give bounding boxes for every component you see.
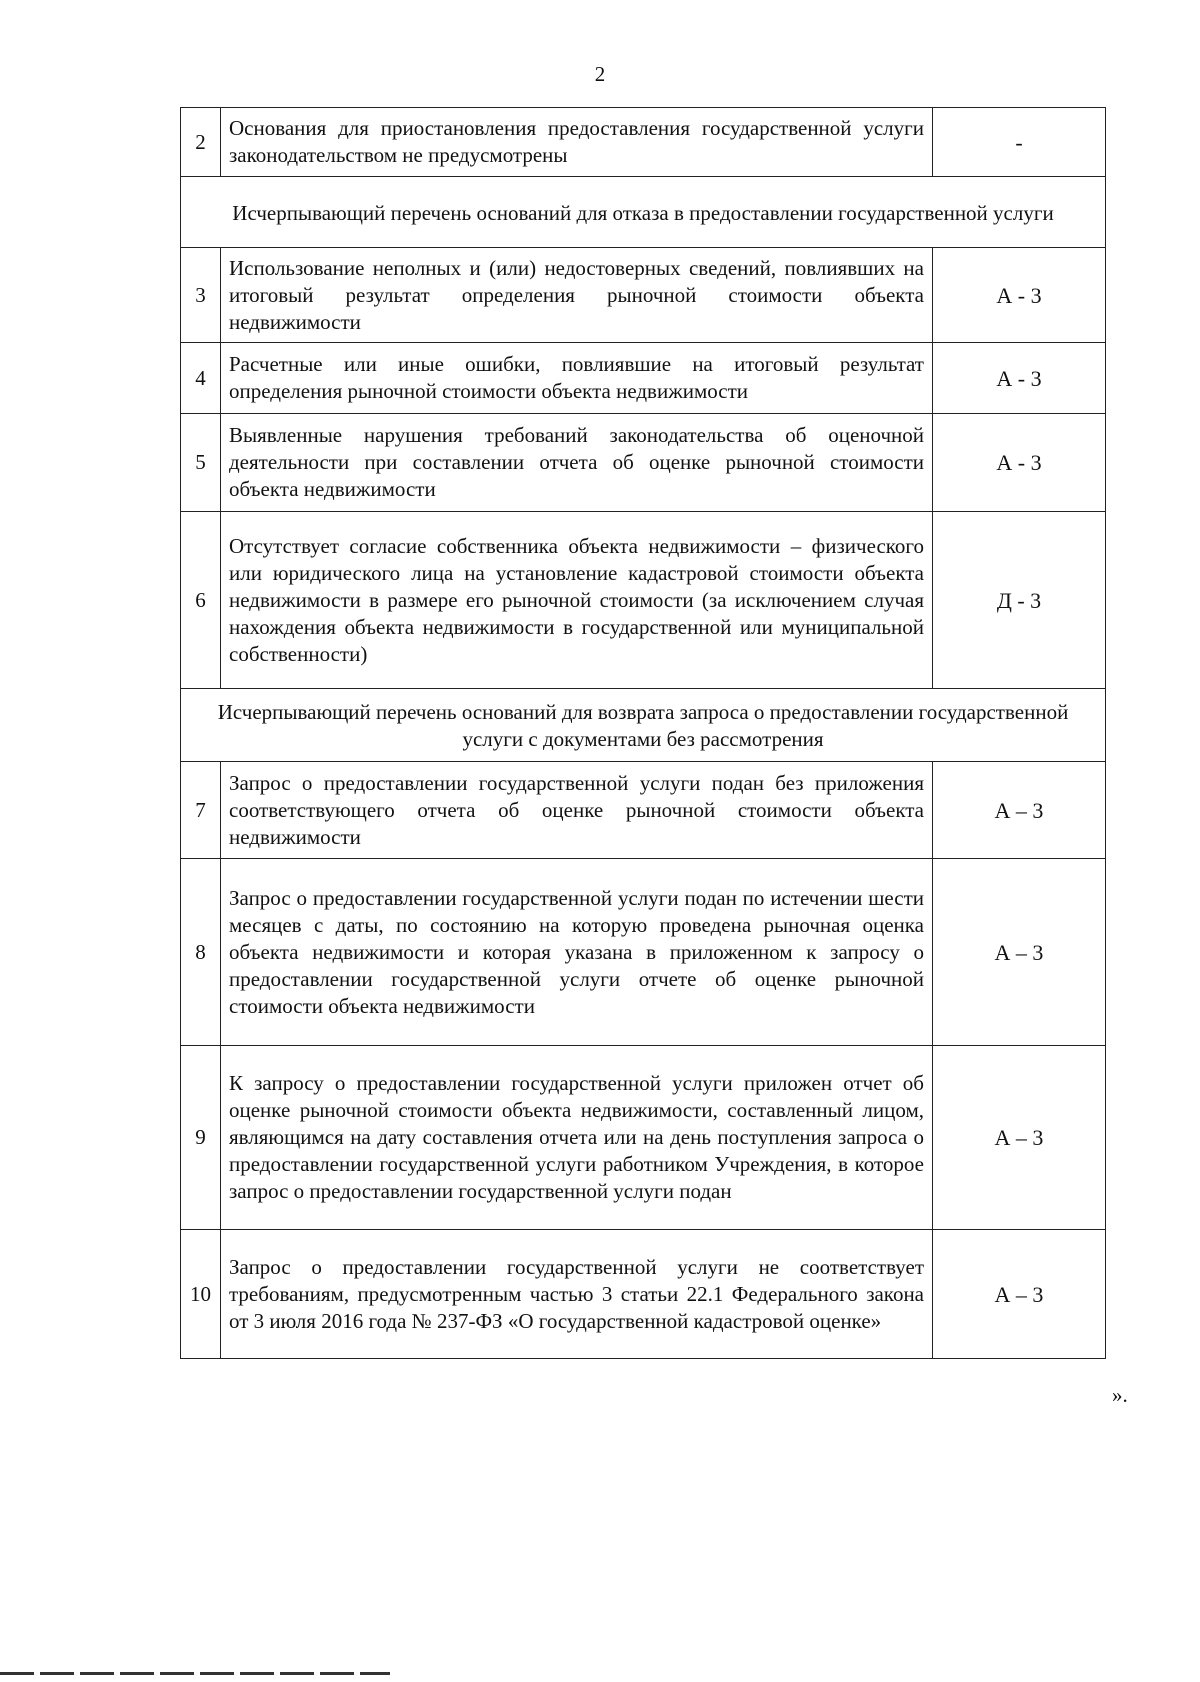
row-text: Запрос о предоставлении государственной услуги подан без приложения соответствующего отчета об оценке рыночной стоимости объекта недвижимости bbox=[221, 762, 933, 859]
row-text: Использование неполных и (или) недостоверных сведений, повлиявших на итоговый результат определения рыночной стоимости объекта недвижимости bbox=[221, 248, 933, 343]
row-text: Выявленные нарушения требований законодательства об оценочной деятельности при составлении отчета об оценке рыночной стоимости объекта недвижимости bbox=[221, 414, 933, 512]
row-text: Запрос о предоставлении государственной услуги не соответствует требованиям, предусмотренным частью 3 статьи 22.1 Федерального закона от 3 июля 2016 года № 237-ФЗ «О государственной кадастровой оценке» bbox=[221, 1230, 933, 1359]
table-row bbox=[181, 414, 1106, 512]
row-code: А - 3 bbox=[933, 343, 1106, 414]
row-number: 4 bbox=[181, 343, 221, 414]
section-row bbox=[181, 689, 1106, 762]
regulation-table bbox=[180, 107, 1106, 1359]
table-row bbox=[181, 762, 1106, 859]
row-number: 8 bbox=[181, 859, 221, 1046]
row-number: 3 bbox=[181, 248, 221, 343]
table-row bbox=[181, 248, 1106, 343]
row-code: А - 3 bbox=[933, 414, 1106, 512]
row-code: А – 3 bbox=[933, 1230, 1106, 1359]
row-code: А - 3 bbox=[933, 248, 1106, 343]
row-number: 5 bbox=[181, 414, 221, 512]
table-row bbox=[181, 1230, 1106, 1359]
row-number: 9 bbox=[181, 1046, 221, 1230]
section-row bbox=[181, 177, 1106, 248]
scan-artifact-line bbox=[0, 1672, 390, 1675]
row-number: 2 bbox=[181, 108, 221, 177]
row-code: Д - 3 bbox=[933, 512, 1106, 689]
row-text: Основания для приостановления предоставления государственной услуги законодательством не предусмотрены bbox=[221, 108, 933, 177]
row-code: - bbox=[933, 108, 1106, 177]
row-code: А – 3 bbox=[933, 762, 1106, 859]
row-text: Запрос о предоставлении государственной услуги подан по истечении шести месяцев с даты, по состоянию на которую проведена рыночная оценка объекта недвижимости и которая указана в приложенном к запросу о предоставлении государственной услуги отчете об оценке рыночной стоимости объекта недвижимости bbox=[221, 859, 933, 1046]
table-row bbox=[181, 859, 1106, 1046]
page-number: 2 bbox=[594, 62, 606, 86]
section-heading: Исчерпывающий перечень оснований для отказа в предоставлении государственной услуги bbox=[181, 177, 1106, 248]
row-text: Расчетные или иные ошибки, повлиявшие на итоговый результат определения рыночной стоимости объекта недвижимости bbox=[221, 343, 933, 414]
table-row bbox=[181, 343, 1106, 414]
section-heading: Исчерпывающий перечень оснований для возврата запроса о предоставлении государственной услуги с документами без рассмотрения bbox=[181, 689, 1106, 762]
row-number: 7 bbox=[181, 762, 221, 859]
row-text: К запросу о предоставлении государственной услуги приложен отчет об оценке рыночной стоимости объекта недвижимости, составленный лицом, являющимся на дату составления отчета или на день поступления запроса о предоставлении государственной услуги работником Учреждения, в которое запрос о предоставлении государственной услуги подан bbox=[221, 1046, 933, 1230]
row-text: Отсутствует согласие собственника объекта недвижимости – физического или юридического лица на установление кадастровой стоимости объекта недвижимости в размере его рыночной стоимости (за исключением случая нахождения объекта недвижимости в государственной или муниципальной собственности) bbox=[221, 512, 933, 689]
row-code: А – 3 bbox=[933, 1046, 1106, 1230]
row-code: А – 3 bbox=[933, 859, 1106, 1046]
table-row bbox=[181, 1046, 1106, 1230]
row-number: 6 bbox=[181, 512, 221, 689]
closing-quote-mark: ». bbox=[1112, 1383, 1128, 1407]
table-row bbox=[181, 108, 1106, 177]
table-row bbox=[181, 512, 1106, 689]
row-number: 10 bbox=[181, 1230, 221, 1359]
